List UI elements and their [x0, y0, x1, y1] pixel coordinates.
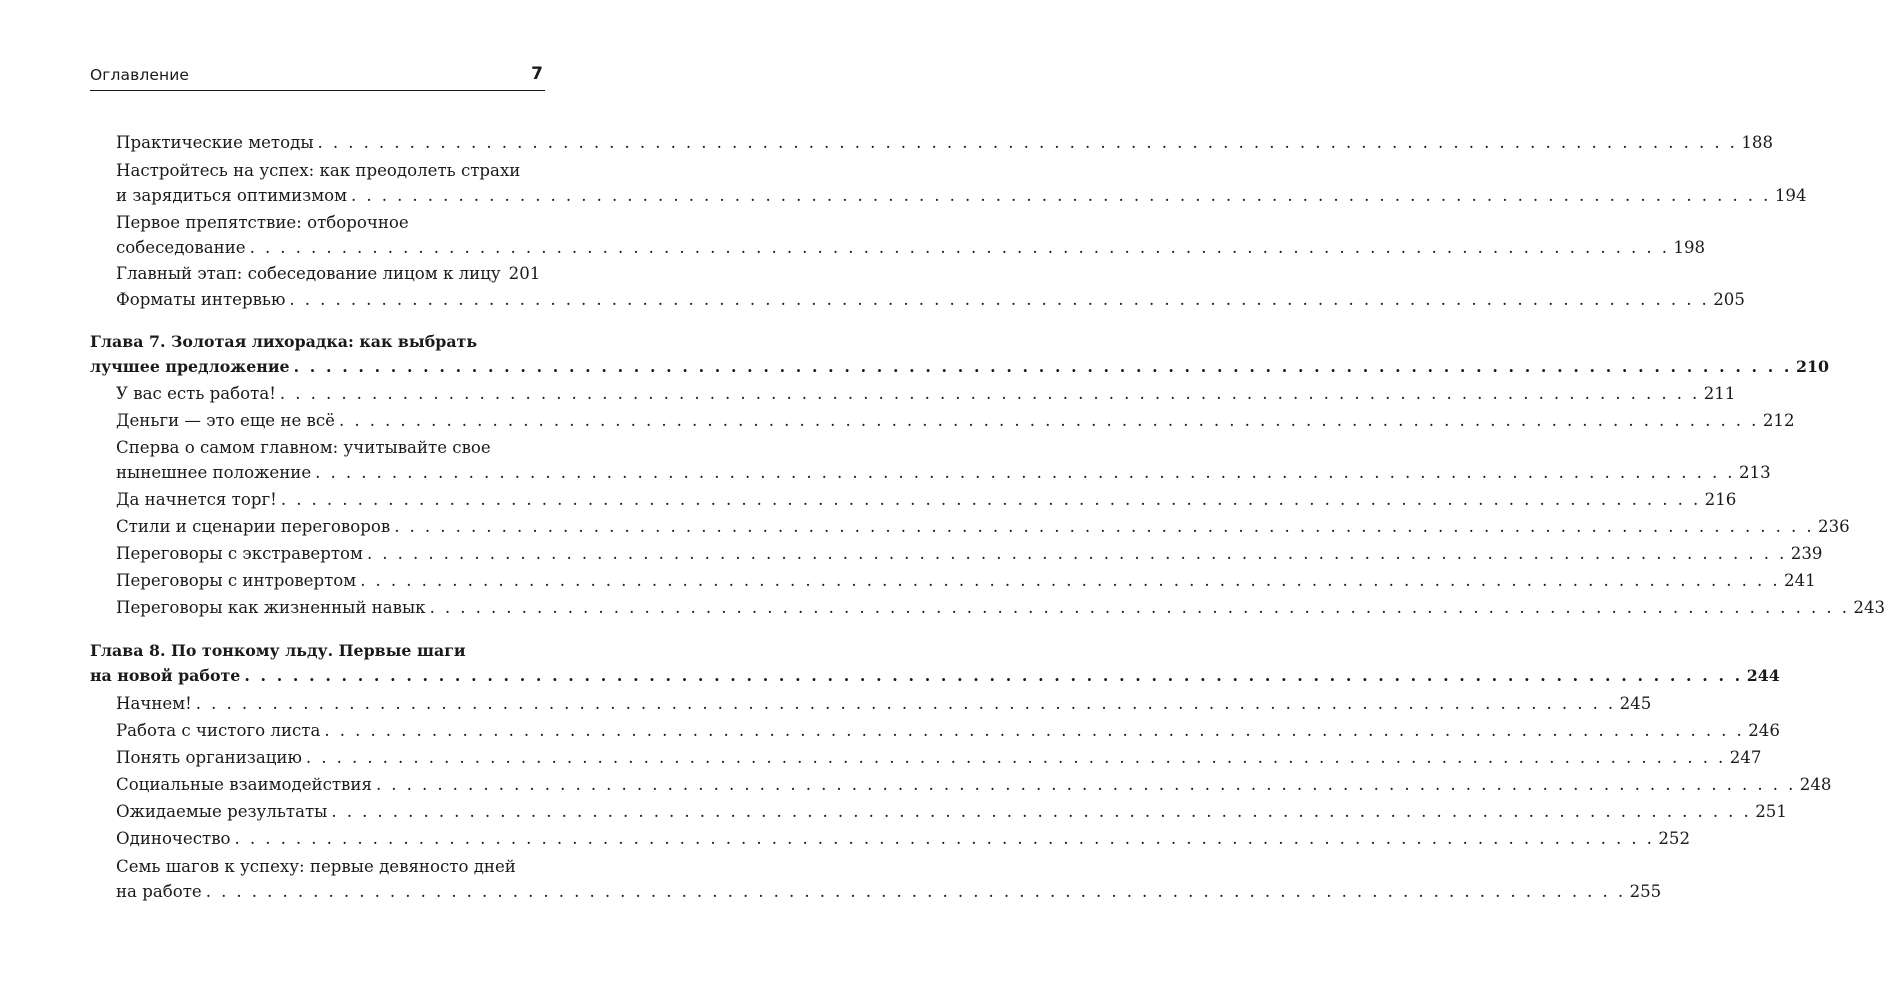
dot-leader: . . . . . . . . . . . . . . . . . . . . . . . . . . . . . . . . . . . . . . . . . . . . . . . . . . . . . . . . . . . . . . . . . . . . . . . . . . . . . . . . . . . . . . . . . . . . .: [317, 133, 1738, 152]
dot-leader: . . . . . . . . . . . . . . . . . . . . . . . . . . . . . . . . . . . . . . . . . . . . . . . . . . . . . . . . . . . . . . . . . . . . . . . . . . . . . . . . . . . . . . . . . . . . .: [244, 666, 1743, 685]
page-number: 7: [531, 64, 543, 84]
toc-chapter-entry[interactable]: лучшее предложение . . . . . . . . . . . . . . . . . . . . . . . . . . . . . . . . . . . . . . . . . . . . . . . . . . . . . . . . . . . . . . . . . . . . . . . . . . . . . . . . . . . . . . . . . . . . . 210: [90, 357, 1830, 376]
toc-entry[interactable]: собеседование . . . . . . . . . . . . . . . . . . . . . . . . . . . . . . . . . . . . . . . . . . . . . . . . . . . . . . . . . . . . . . . . . . . . . . . . . . . . . . . . . . . . . . . . . . . . . 198: [116, 238, 1706, 257]
dot-leader: . . . . . . . . . . . . . . . . . . . . . . . . . . . . . . . . . . . . . . . . . . . . . . . . . . . . . . . . . . . . . . . . . . . . . . . . . . . . . . . . . . . . . . . . . . . . .: [394, 517, 1815, 536]
running-header: [90, 64, 545, 91]
dot-leader: . . . . . . . . . . . . . . . . . . . . . . . . . . . . . . . . . . . . . . . . . . . . . . . . . . . . . . . . . . . . . . . . . . . . . . . . . . . . . . . . . . . . . . . . . . . . .: [331, 802, 1752, 821]
chapter-title-line1: Глава 7. Золотая лихорадка: как выбрать: [90, 332, 478, 351]
dot-leader: . . . . . . . . . . . . . . . . . . . . . . . . . . . . . . . . . . . . . . . . . . . . . . . . . . . . . . . . . . . . . . . . . . . . . . . . . . . . . . . . . . . . . . . . . . . . .: [234, 829, 1655, 848]
dot-leader: . . . . . . . . . . . . . . . . . . . . . . . . . . . . . . . . . . . . . . . . . . . . . . . . . . . . . . . . . . . . . . . . . . . . . . . . . . . . . . . . . . . . . . . . . . . . .: [305, 748, 1726, 767]
toc-entry[interactable]: Практические методы . . . . . . . . . . . . . . . . . . . . . . . . . . . . . . . . . . . . . . . . . . . . . . . . . . . . . . . . . . . . . . . . . . . . . . . . . . . . . . . . . . . . . . . . . . . . . 188: [116, 133, 1774, 152]
dot-leader: . . . . . . . . . . . . . . . . . . . . . . . . . . . . . . . . . . . . . . . . . . . . . . . . . . . . . . . . . . . . . . . . . . . . . . . . . . . . . . . . . . . . . . . . . . . . .: [195, 694, 1616, 713]
dot-leader: . . . . . . . . . . . . . . . . . . . . . . . . . . . . . . . . . . . . . . . . . . . . . . . . . . . . . . . . . . . . . . . . . . . . . . . . . . . . . . . . . . . . . . . . . . . . .: [429, 598, 1850, 617]
dot-leader: . . . . . . . . . . . . . . . . . . . . . . . . . . . . . . . . . . . . . . . . . . . . . . . . . . . . . . . . . . . . . . . . . . . . . . . . . . . . . . . . . . . . . . . . . . . . .: [324, 721, 1745, 740]
toc-entry[interactable]: и зарядиться оптимизмом . . . . . . . . . . . . . . . . . . . . . . . . . . . . . . . . . . . . . . . . . . . . . . . . . . . . . . . . . . . . . . . . . . . . . . . . . . . . . . . . . . . . . . . . . . . . . 194: [116, 186, 1807, 205]
running-header-title: Оглавление: [90, 66, 190, 84]
dot-leader: . . . . . . . . . . . . . . . . . . . . . . . . . . . . . . . . . . . . . . . . . . . . . . . . . . . . . . . . . . . . . . . . . . . . . . . . . . . . . . . . . . . . . . . . . . . . .: [205, 882, 1626, 901]
dot-leader: . . . . . . . . . . . . . . . . . . . . . . . . . . . . . . . . . . . . . . . . . . . . . . . . . . . . . . . . . . . . . . . . . . . . . . . . . . . . . . . . . . . . . . . . . . . . .: [279, 384, 1700, 403]
toc-entry[interactable]: Да начнется торг! . . . . . . . . . . . . . . . . . . . . . . . . . . . . . . . . . . . . . . . . . . . . . . . . . . . . . . . . . . . . . . . . . . . . . . . . . . . . . . . . . . . . . . . . . . . . . 216: [116, 490, 1737, 509]
toc-entry[interactable]: Начнем! . . . . . . . . . . . . . . . . . . . . . . . . . . . . . . . . . . . . . . . . . . . . . . . . . . . . . . . . . . . . . . . . . . . . . . . . . . . . . . . . . . . . . . . . . . . . . 245: [116, 694, 1652, 713]
toc-entry-line1: Семь шагов к успеху: первые девяносто дней: [116, 857, 516, 876]
toc-entry[interactable]: Форматы интервью . . . . . . . . . . . . . . . . . . . . . . . . . . . . . . . . . . . . . . . . . . . . . . . . . . . . . . . . . . . . . . . . . . . . . . . . . . . . . . . . . . . . . . . . . . . . . 205: [116, 290, 1745, 309]
dot-leader: . . . . . . . . . . . . . . . . . . . . . . . . . . . . . . . . . . . . . . . . . . . . . . . . . . . . . . . . . . . . . . . . . . . . . . . . . . . . . . . . . . . . . . . . . . . . .: [315, 463, 1735, 482]
toc-entry[interactable]: нынешнее положение . . . . . . . . . . . . . . . . . . . . . . . . . . . . . . . . . . . . . . . . . . . . . . . . . . . . . . . . . . . . . . . . . . . . . . . . . . . . . . . . . . . . . . . . . . . . . 213: [116, 463, 1771, 482]
toc-entry[interactable]: Одиночество . . . . . . . . . . . . . . . . . . . . . . . . . . . . . . . . . . . . . . . . . . . . . . . . . . . . . . . . . . . . . . . . . . . . . . . . . . . . . . . . . . . . . . . . . . . . . 252: [116, 829, 1691, 848]
dot-leader: . . . . . . . . . . . . . . . . . . . . . . . . . . . . . . . . . . . . . . . . . . . . . . . . . . . . . . . . . . . . . . . . . . . . . . . . . . . . . . . . . . . . . . . . . . . . .: [280, 490, 1701, 509]
toc-entry[interactable]: Работа с чистого листа . . . . . . . . . . . . . . . . . . . . . . . . . . . . . . . . . . . . . . . . . . . . . . . . . . . . . . . . . . . . . . . . . . . . . . . . . . . . . . . . . . . . . . . . . . . . . 246: [116, 721, 1780, 740]
toc-entry[interactable]: на работе . . . . . . . . . . . . . . . . . . . . . . . . . . . . . . . . . . . . . . . . . . . . . . . . . . . . . . . . . . . . . . . . . . . . . . . . . . . . . . . . . . . . . . . . . . . . . 255: [116, 882, 1662, 901]
toc-entry-line1: Сперва о самом главном: учитывайте свое: [116, 438, 491, 457]
toc-entry[interactable]: Переговоры как жизненный навык . . . . . . . . . . . . . . . . . . . . . . . . . . . . . . . . . . . . . . . . . . . . . . . . . . . . . . . . . . . . . . . . . . . . . . . . . . . . . . . . . . . . . . . . . . . . . 243: [116, 598, 1885, 617]
toc-entry[interactable]: У вас есть работа! . . . . . . . . . . . . . . . . . . . . . . . . . . . . . . . . . . . . . . . . . . . . . . . . . . . . . . . . . . . . . . . . . . . . . . . . . . . . . . . . . . . . . . . . . . . . . 211: [116, 384, 1736, 403]
toc-entry[interactable]: Главный этап: собеседование лицом к лицу 201: [116, 264, 541, 283]
dot-leader: . . . . . . . . . . . . . . . . . . . . . . . . . . . . . . . . . . . . . . . . . . . . . . . . . . . . . . . . . . . . . . . . . . . . . . . . . . . . . . . . . . . . . . . . . . . . .: [375, 775, 1796, 794]
toc-entry[interactable]: Понять организацию . . . . . . . . . . . . . . . . . . . . . . . . . . . . . . . . . . . . . . . . . . . . . . . . . . . . . . . . . . . . . . . . . . . . . . . . . . . . . . . . . . . . . . . . . . . . . 247: [116, 748, 1762, 767]
toc-entry[interactable]: Стили и сценарии переговоров . . . . . . . . . . . . . . . . . . . . . . . . . . . . . . . . . . . . . . . . . . . . . . . . . . . . . . . . . . . . . . . . . . . . . . . . . . . . . . . . . . . . . . . . . . . . . 236: [116, 517, 1850, 536]
toc-entry[interactable]: Деньги — это еще не всё . . . . . . . . . . . . . . . . . . . . . . . . . . . . . . . . . . . . . . . . . . . . . . . . . . . . . . . . . . . . . . . . . . . . . . . . . . . . . . . . . . . . . . . . . . . . . 212: [116, 411, 1795, 430]
dot-leader: . . . . . . . . . . . . . . . . . . . . . . . . . . . . . . . . . . . . . . . . . . . . . . . . . . . . . . . . . . . . . . . . . . . . . . . . . . . . . . . . . . . . . . . . . . . . .: [366, 544, 1787, 563]
toc-entry-line1: Первое препятствие: отборочное: [116, 213, 409, 232]
toc-entry[interactable]: Переговоры с интровертом . . . . . . . . . . . . . . . . . . . . . . . . . . . . . . . . . . . . . . . . . . . . . . . . . . . . . . . . . . . . . . . . . . . . . . . . . . . . . . . . . . . . . . . . . . . . . 241: [116, 571, 1816, 590]
toc-entry[interactable]: Переговоры с экстравертом . . . . . . . . . . . . . . . . . . . . . . . . . . . . . . . . . . . . . . . . . . . . . . . . . . . . . . . . . . . . . . . . . . . . . . . . . . . . . . . . . . . . . . . . . . . . . 239: [116, 544, 1823, 563]
dot-leader: . . . . . . . . . . . . . . . . . . . . . . . . . . . . . . . . . . . . . . . . . . . . . . . . . . . . . . . . . . . . . . . . . . . . . . . . . . . . . . . . . . . . . . . . . . . . .: [289, 290, 1710, 309]
toc-entry[interactable]: Социальные взаимодействия . . . . . . . . . . . . . . . . . . . . . . . . . . . . . . . . . . . . . . . . . . . . . . . . . . . . . . . . . . . . . . . . . . . . . . . . . . . . . . . . . . . . . . . . . . . . . 248: [116, 775, 1832, 794]
toc-chapter-entry[interactable]: на новой работе . . . . . . . . . . . . . . . . . . . . . . . . . . . . . . . . . . . . . . . . . . . . . . . . . . . . . . . . . . . . . . . . . . . . . . . . . . . . . . . . . . . . . . . . . . . . . 244: [90, 666, 1780, 685]
dot-leader: . . . . . . . . . . . . . . . . . . . . . . . . . . . . . . . . . . . . . . . . . . . . . . . . . . . . . . . . . . . . . . . . . . . . . . . . . . . . . . . . . . . . . . . . . . . . .: [339, 411, 1759, 430]
toc-entry-line1: Настройтесь на успех: как преодолеть страхи: [116, 161, 521, 180]
dot-leader: . . . . . . . . . . . . . . . . . . . . . . . . . . . . . . . . . . . . . . . . . . . . . . . . . . . . . . . . . . . . . . . . . . . . . . . . . . . . . . . . . . . . . . . . . . . . .: [293, 357, 1793, 376]
dot-leader: . . . . . . . . . . . . . . . . . . . . . . . . . . . . . . . . . . . . . . . . . . . . . . . . . . . . . . . . . . . . . . . . . . . . . . . . . . . . . . . . . . . . . . . . . . . . .: [249, 238, 1670, 257]
toc-entry[interactable]: Ожидаемые результаты . . . . . . . . . . . . . . . . . . . . . . . . . . . . . . . . . . . . . . . . . . . . . . . . . . . . . . . . . . . . . . . . . . . . . . . . . . . . . . . . . . . . . . . . . . . . . 251: [116, 802, 1787, 821]
chapter-title-line1: Глава 8. По тонкому льду. Первые шаги: [90, 641, 466, 660]
dot-leader: . . . . . . . . . . . . . . . . . . . . . . . . . . . . . . . . . . . . . . . . . . . . . . . . . . . . . . . . . . . . . . . . . . . . . . . . . . . . . . . . . . . . . . . . . . . . .: [351, 186, 1771, 205]
dot-leader: . . . . . . . . . . . . . . . . . . . . . . . . . . . . . . . . . . . . . . . . . . . . . . . . . . . . . . . . . . . . . . . . . . . . . . . . . . . . . . . . . . . . . . . . . . . . .: [360, 571, 1781, 590]
